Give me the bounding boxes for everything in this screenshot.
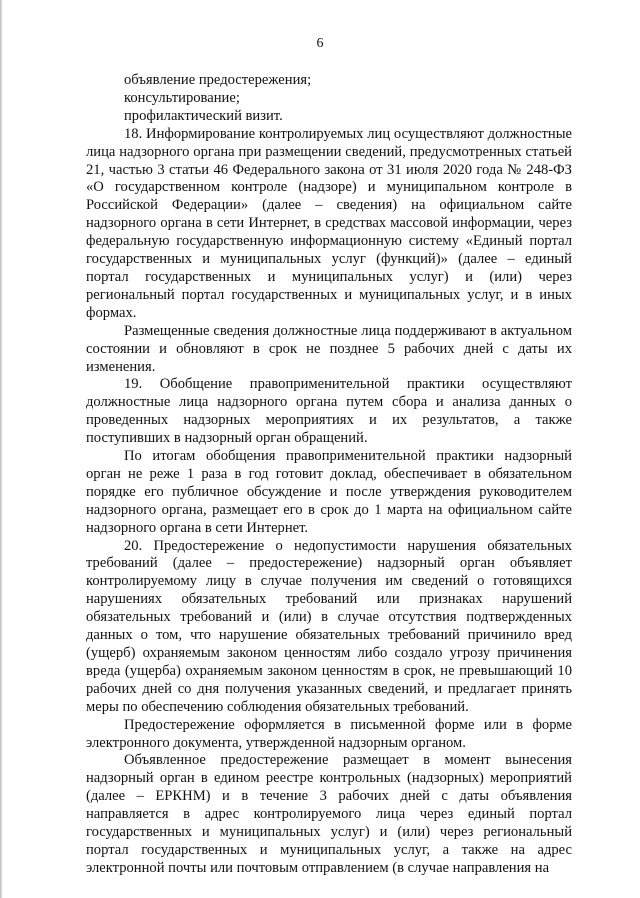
page-number: 6 <box>316 36 324 51</box>
paragraph-19-continued: По итогам обобщения правоприменительной практики надзорный орган не реже 1 раза в год готовит доклад, обеспечивает в обязательном порядке его публичное обсуждение и после утверждения руководителем надзорного органа, размещает его в срок до 1 марта на официальном сайте надзорного органа в сети Интернет. <box>86 448 572 536</box>
list-item: профилактический визит. <box>124 107 283 124</box>
list-item: объявление предостережения; <box>124 72 312 88</box>
paragraph-20: 20. Предостережение о недопустимости нарушения обязательных требований (далее – предостережение) надзорный орган объявляет контролируемому лицу в случае получения им сведений о готовящихся нарушениях обязательных требований или признаках нарушений обязательных требований и (или) в случае отсутствия подтвержденных данных о том, что нарушение обязательных требований причинило вред (ущерб) охраняемым законом ценностям либо создало угрозу причинения вреда (ущерба) охраняемым законом ценностям в срок, не превышающий 10 рабочих дней со дня получения указанных сведений, и предлагает принять меры по обеспечению соблюдения обязательных требований. <box>86 537 572 715</box>
paragraph-19: 19. Обобщение правоприменительной практики осуществляют должностные лица надзорного органа путем сбора и анализа данных о проведенных надзорных мероприятиях и их результатов, а также поступивших в надзорный орган обращений. <box>86 376 572 447</box>
paragraph-18-continued: Размещенные сведения должностные лица поддерживают в актуальном состоянии и обновляют в срок не позднее 5 рабочих дней с даты их изменения. <box>86 322 572 375</box>
paragraph-20-form: Предостережение оформляется в письменной форме или в форме электронного документа, утвержденной надзорным органом. <box>86 716 572 751</box>
scan-binding-edge <box>0 0 3 898</box>
list-item: консультирование; <box>124 89 240 106</box>
paragraph-18: 18. Информирование контролируемых лиц осуществляют должностные лица надзорного органа при размещении сведений, предусмотренных статьей 21, частью 3 статьи 46 Федерального закона от 31 июля 2020 года № 248-ФЗ «О государственном контроле (надзоре) и муниципальном контроле в Российской Федерации» (далее – сведения) на официальном сайте надзорного органа в сети Интернет, в средствах массовой информации, через федеральную государственную информационную систему «Единый портал государственных и муниципальных услуг (функций)» (далее – единый портал государственных и муниципальных услуг) и (или) через региональный портал государственных и муниципальных услуг, и в иных формах. <box>86 125 572 321</box>
document-body <box>86 72 572 878</box>
paragraph-20-publication: Объявленное предостережение размещает в момент вынесения надзорный орган в едином реестре контрольных (надзорных) мероприятий (далее – ЕРКНМ) и в течение 3 рабочих дней с даты объявления направляется в адрес контролируемого лица через единый портал государственных и муниципальных услуг) и (или) через региональный портал государственных и муниципальных услуг, а также на адрес электронной почты или почтовым отправлением (в случае направления на <box>86 752 572 876</box>
